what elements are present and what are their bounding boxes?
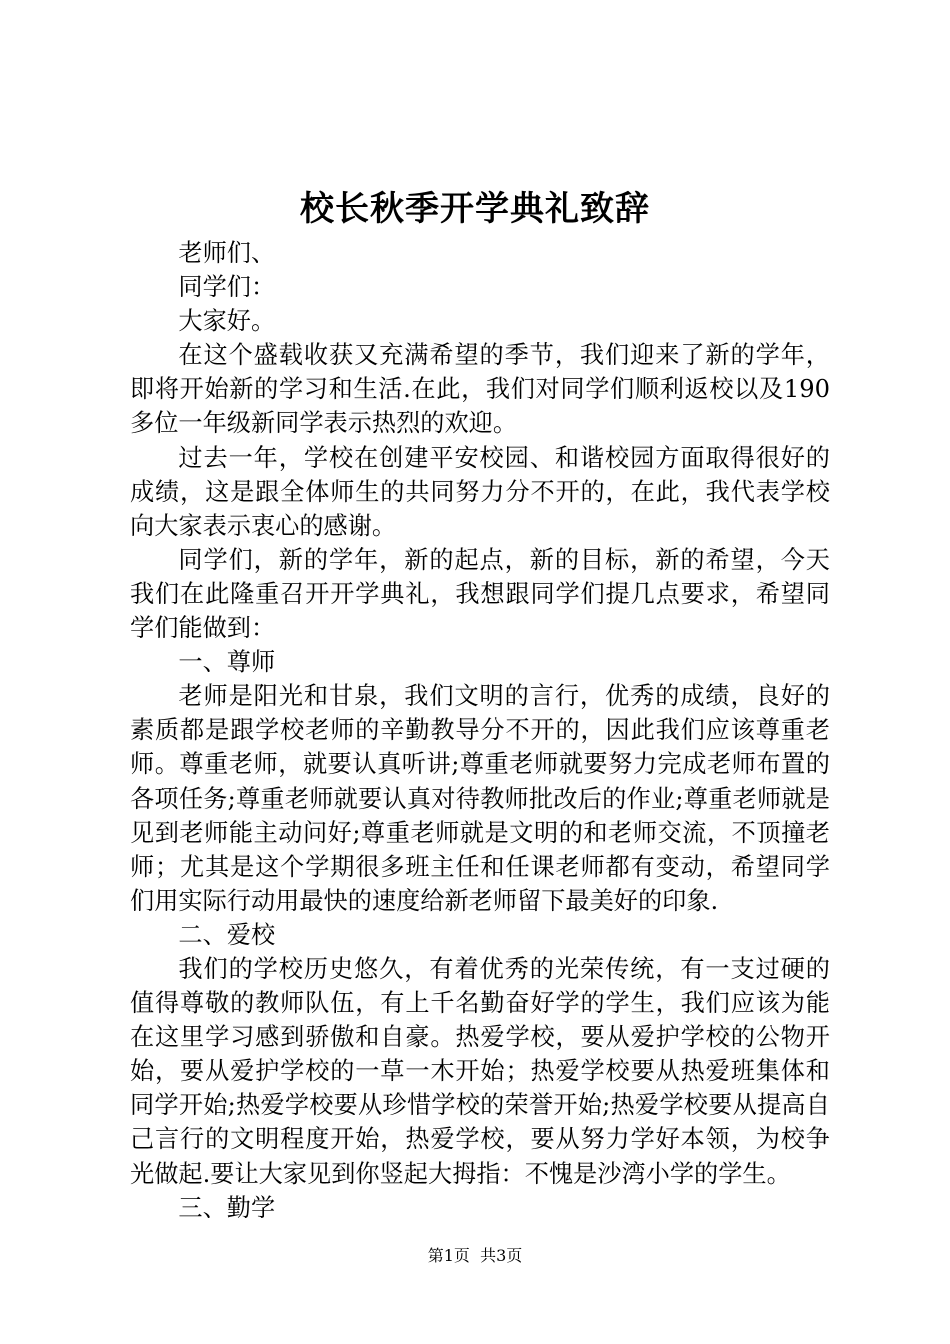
document-body xyxy=(130,236,830,1225)
paragraph-respect-teachers: 老师是阳光和甘泉，我们文明的言行，优秀的成绩，良好的素质都是跟学校老师的辛勤教导分不开的，因此我们应该尊重老师。尊重老师，就要认真听讲;尊重老师就要努力完成老师布置的各项任务;尊重老师就要认真对待教师批改后的作业;尊重老师就是见到老师能主动问好;尊重老师就是文明的和老师交流，不顶撞老师；尤其是这个学期很多班主任和任课老师都有变动，希望同学们用实际行动用最快的速度给新老师留下最美好的印象. xyxy=(130,682,830,915)
section-heading-love-school: 二、爱校 xyxy=(178,920,276,949)
paragraph-past-year: 过去一年，学校在创建平安校园、和谐校园方面取得很好的成绩，这是跟全体师生的共同努力分不开的，在此，我代表学校向大家表示衷心的感谢。 xyxy=(130,443,830,540)
page-footer xyxy=(0,1245,950,1267)
section-heading-respect-teachers: 一、尊师 xyxy=(178,648,276,677)
document-title: 校长秋季开学典礼致辞 xyxy=(300,189,650,229)
section-heading-study-hard: 三、勤学 xyxy=(178,1193,276,1222)
salutation-students: 同学们： xyxy=(178,273,276,302)
page-number: 第1页 xyxy=(427,1246,470,1265)
page-total: 共3页 xyxy=(480,1246,523,1265)
paragraph-love-school: 我们的学校历史悠久，有着优秀的光荣传统，有一支过硬的值得尊敬的教师队伍，有上千名勤奋好学的学生，我们应该为能在这里学习感到骄傲和自豪。热爱学校，要从爱护学校的公物开始，要从爱护学校的一草一木开始；热爱学校要从热爱班集体和同学开始;热爱学校要从珍惜学校的荣誉开始;热爱学校要从提高自己言行的文明程度开始，热爱学校，要从努力学好本领，为校争光做起.要让大家见到你竖起大拇指：不愧是沙湾小学的学生。 xyxy=(130,954,830,1188)
salutation-teachers: 老师们、 xyxy=(178,239,276,267)
paragraph-welcome: 在这个盛载收获又充满希望的季节，我们迎来了新的学年，即将开始新的学习和生活.在此，我们对同学们顺利返校以及190多位一年级新同学表示热烈的欢迎。 xyxy=(130,341,830,438)
greeting: 大家好。 xyxy=(178,307,276,336)
paragraph-requirements: 同学们，新的学年，新的起点，新的目标，新的希望，今天我们在此隆重召开开学典礼，我想跟同学们提几点要求，希望同学们能做到： xyxy=(130,545,830,643)
